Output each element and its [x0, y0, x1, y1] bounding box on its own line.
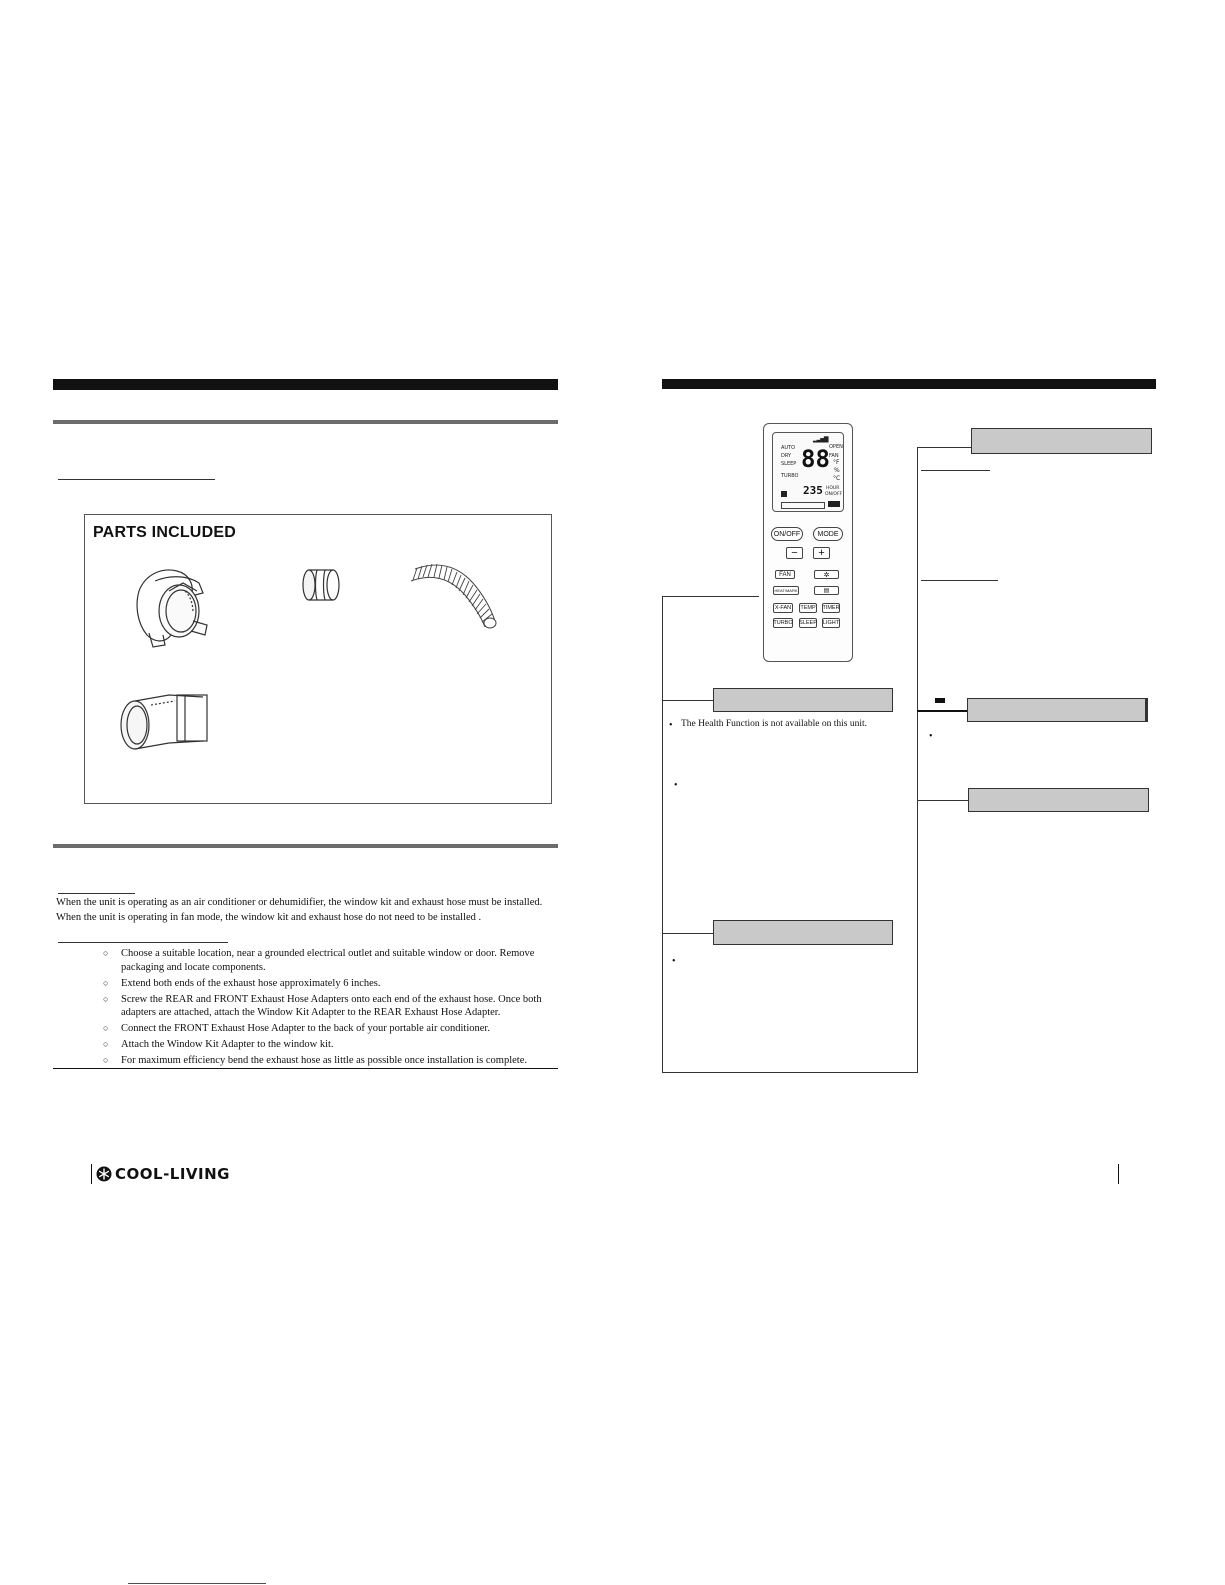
step-text: Choose a suitable location, near a grounded electrical outlet and suitable window or door. Remove packaging and locate components. — [121, 948, 535, 973]
lcd-unit-f: °F — [833, 459, 840, 466]
step-marker: ○ — [103, 977, 109, 988]
left-subheading-underline — [58, 479, 215, 480]
list-item — [103, 977, 553, 991]
xfan-button[interactable]: X-FAN — [774, 605, 792, 611]
right-header-bar — [662, 379, 1156, 389]
list-item — [103, 947, 553, 974]
lcd-unit-c: °C — [833, 475, 841, 482]
brand-logo-text: COOL-LIVING — [115, 1165, 230, 1183]
light-button[interactable]: LIGHT — [822, 620, 840, 626]
light-mode-button[interactable] — [814, 586, 839, 595]
intro-paragraph — [56, 895, 561, 925]
right-subheading-underline-2 — [921, 580, 998, 581]
timer-button[interactable]: TIMER — [822, 605, 840, 611]
swing-button[interactable] — [814, 570, 839, 579]
remote-lcd — [772, 432, 844, 512]
step-marker: ○ — [103, 993, 109, 1004]
lower-connector — [662, 933, 714, 934]
light-function-label — [967, 698, 1148, 722]
health-bullet: • — [669, 720, 673, 731]
step-text: Screw the REAR and FRONT Exhaust Hose Adapters onto each end of the exhaust hose. Once both adapters are attached, attach the Window Kit Adapter to the REAR Exhaust Hose Adapter. — [121, 993, 542, 1018]
lcd-fan-label: FAN — [829, 453, 839, 459]
step-text: Attach the Window Kit Adapter to the window kit. — [121, 1039, 334, 1050]
list-item — [103, 1054, 553, 1068]
left-section-rule-bottom — [53, 844, 558, 848]
snowflake-logo-icon — [96, 1166, 112, 1182]
step-marker: ○ — [103, 948, 109, 958]
rear-exhaust-hose-adapter-icon — [299, 565, 343, 605]
top-right-connector — [917, 447, 972, 448]
brand-logo — [96, 1165, 230, 1183]
left-subheading-underline-2 — [58, 893, 135, 894]
heat-mark-button[interactable]: HEAT/MARK — [774, 588, 798, 593]
step-text: Connect the FRONT Exhaust Hose Adapter to the back of your portable air conditioner. — [121, 1023, 490, 1034]
step-marker: ○ — [103, 1055, 109, 1065]
parts-included-title: PARTS INCLUDED — [93, 524, 236, 541]
bottom-right-connector — [917, 800, 969, 801]
sleep-button[interactable]: SLEEP — [799, 620, 817, 626]
lcd-auto-label: AUTO — [781, 445, 796, 451]
window-kit-adapter-icon — [115, 685, 219, 755]
swing-icon: ✲ — [823, 571, 830, 579]
health-note: The Health Function is not available on this unit. — [681, 719, 868, 729]
light-connector — [917, 710, 968, 712]
lcd-sleep-label: SLEEP — [781, 461, 797, 467]
parts-included-box — [84, 514, 552, 804]
list-item — [103, 1022, 553, 1036]
frame-bottom — [662, 1072, 918, 1073]
list-item — [103, 993, 553, 1020]
lcd-hour-label: HOUR — [826, 486, 840, 491]
intro-line-1: When the unit is operating as an air conditioner or dehumidifier, the window kit and exhaust hose must be installed. — [56, 897, 543, 908]
step-marker: ○ — [103, 1023, 109, 1033]
left-bottom-rule — [53, 1068, 558, 1069]
front-exhaust-hose-adapter-icon — [125, 561, 221, 653]
step-text: Extend both ends of the exhaust hose approximately 6 inches. — [121, 977, 381, 989]
vent-icon: ▤ — [823, 588, 830, 594]
turbo-button[interactable]: TURBO — [773, 620, 793, 626]
lcd-percent: % — [834, 467, 840, 474]
footer-divider-right — [1118, 1164, 1119, 1184]
lcd-turbo-label: TURBO — [781, 473, 799, 479]
lcd-small-digits: 235 — [803, 484, 823, 497]
lcd-open-label: OPEN — [829, 444, 843, 450]
health-function-label — [713, 688, 893, 712]
fan-button[interactable]: FAN — [775, 570, 795, 579]
lcd-bottom-icons — [781, 502, 825, 509]
exhaust-hose-icon — [407, 555, 507, 631]
bottom-link-underline — [128, 1583, 266, 1584]
top-right-label — [971, 428, 1152, 454]
frame-right-vertical — [917, 447, 918, 1073]
lcd-light-icon — [828, 501, 840, 507]
temp-button[interactable]: TEMP — [800, 605, 816, 611]
remote-control — [763, 423, 853, 662]
bottom-right-label — [968, 788, 1149, 812]
on-off-button[interactable]: ON/OFF — [771, 527, 803, 541]
frame-left-vertical — [662, 596, 663, 1073]
lower-function-label — [713, 920, 893, 945]
bullet-4: • — [929, 731, 933, 742]
callout-line-h1 — [662, 596, 759, 597]
left-header-bar — [53, 379, 558, 390]
light-symbol-icon — [935, 698, 945, 703]
bullet-3: • — [672, 956, 676, 967]
left-section-rule-top — [53, 420, 558, 424]
footer-divider-left — [91, 1164, 92, 1184]
lcd-dry-label: DRY — [781, 453, 792, 459]
bullet-2: • — [674, 780, 678, 791]
lcd-onoff-label: ON/OFF — [825, 492, 843, 497]
health-connector — [662, 700, 714, 701]
installation-steps — [103, 947, 553, 1070]
lcd-big-digits: 88 — [801, 445, 830, 473]
step-text: For maximum efficiency bend the exhaust hose as little as possible once installation is complete. — [121, 1055, 528, 1066]
mode-button[interactable]: MODE — [813, 527, 843, 541]
lcd-signal-icon: ▂▃▅▇ — [813, 436, 828, 443]
minus-button[interactable]: − — [786, 547, 803, 559]
step-marker: ○ — [103, 1039, 109, 1049]
right-subheading-underline-1 — [921, 470, 990, 471]
left-subheading-underline-3 — [58, 942, 228, 943]
lcd-lock-icon — [781, 491, 787, 497]
plus-button[interactable]: + — [813, 547, 830, 559]
list-item — [103, 1038, 553, 1052]
intro-line-2: When the unit is operating in fan mode, the window kit and exhaust hose do not need to be installed . — [56, 912, 482, 923]
